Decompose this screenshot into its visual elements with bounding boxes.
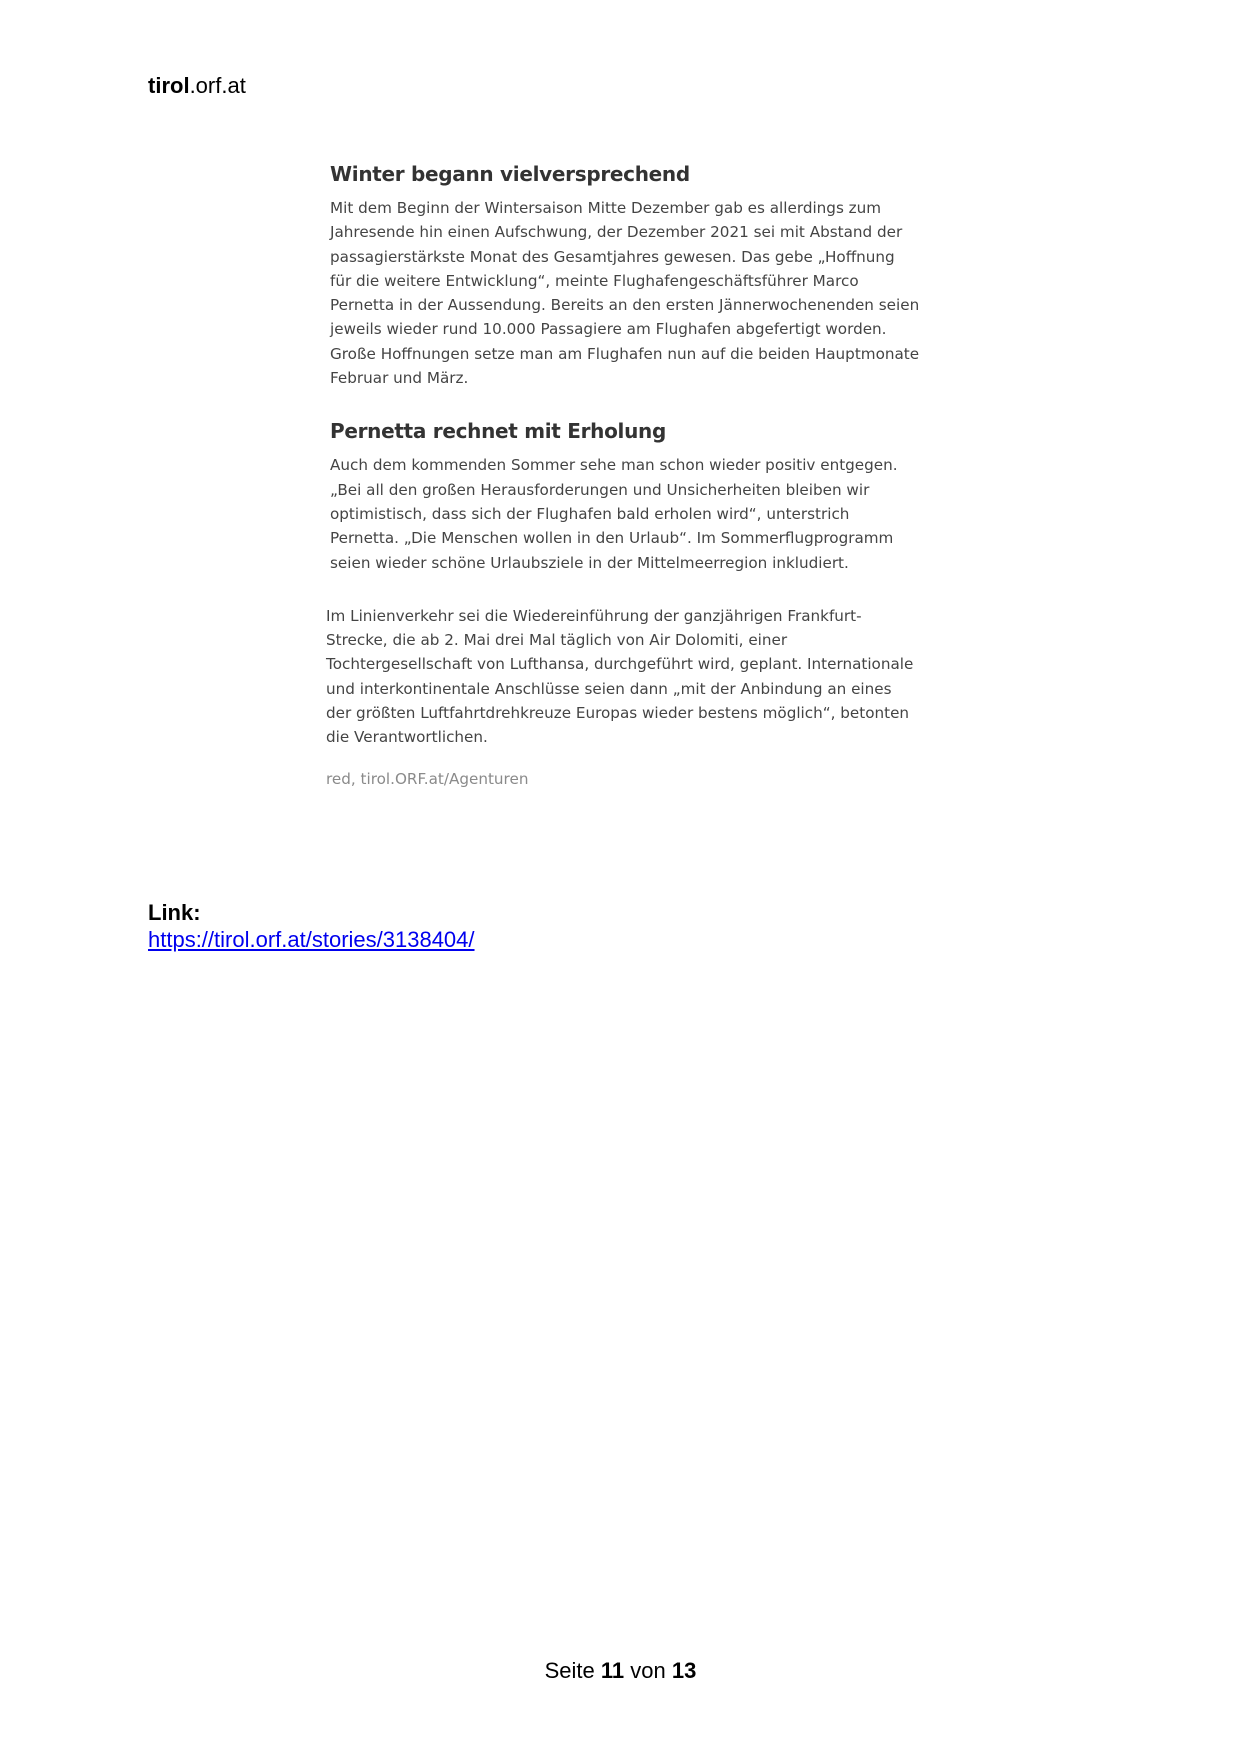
current-page: 11 xyxy=(600,1658,625,1683)
total-pages: 13 xyxy=(671,1658,697,1683)
section-body-winter: Mit dem Beginn der Wintersaison Mitte Dezember gab es allerdings zum Jahresende hin einen Aufschwung, der Dezember 2021 sei mit Abstand der passagierstärkste Monat des Gesamtjahres gewesen. Das gebe „Hoffnung für die weitere Entwicklung“, meinte Flughafengeschäftsführer Marco Pernetta in der Aussendung. Bereits an den ersten Jännerwochenenden seien jeweils wieder rund 10.000 Passagiere am Flughafen abgefertigt worden. Große Hoffnungen setze man am Flughafen nun auf die beiden Hauptmonate Februar und März. xyxy=(330,199,920,388)
final-paragraph: Im Linienverkehr sei die Wiedereinführung der ganzjährigen Frankfurt-Strecke, die ab 2. Mai drei Mal täglich von Air Dolomiti, einer Tochtergesellschaft von Lufthansa, durchgeführt wird, geplant. Internationale und interkontinentale Anschlüsse seien dann „mit der Anbindung an eines der größten Luftfahrtdrehkreuze Europas wieder bestens möglich“, betonten die Verantwortlichen. xyxy=(326,606,914,747)
section-spacer xyxy=(326,390,926,417)
page-number-footer xyxy=(0,1657,1241,1685)
site-brand-strong: tirol xyxy=(148,73,190,98)
story-link[interactable]: https://tirol.orf.at/stories/3138404/ xyxy=(148,927,475,952)
site-brand-rest: .orf.at xyxy=(189,73,246,98)
article-excerpt xyxy=(326,160,926,791)
article-credit: red, tirol.ORF.at/Agenturen xyxy=(326,769,529,788)
section-heading-erholung: Pernetta rechnet mit Erholung xyxy=(330,419,666,444)
section-heading-winter: Winter begann vielversprechend xyxy=(330,162,690,186)
link-block xyxy=(148,899,475,953)
section-body-erholung: Auch dem kommenden Sommer sehe man schon wieder positiv entgegen. „Bei all den großen Herausforderungen und Unsicherheiten bleiben wir optimistisch, dass sich der Flughafen bald erholen wird“, unterstrich Pernetta. „Die Menschen wollen in den Urlaub“. Im Sommerflugprogramm seien wieder schöne Urlaubsziele in der Mittelmeerregion inkludiert. xyxy=(330,456,898,572)
page-separator: von xyxy=(630,1658,666,1683)
page-prefix: Seite xyxy=(544,1658,595,1683)
link-label: Link: xyxy=(148,900,201,925)
site-header xyxy=(148,72,246,100)
paragraph-spacer xyxy=(326,575,926,604)
